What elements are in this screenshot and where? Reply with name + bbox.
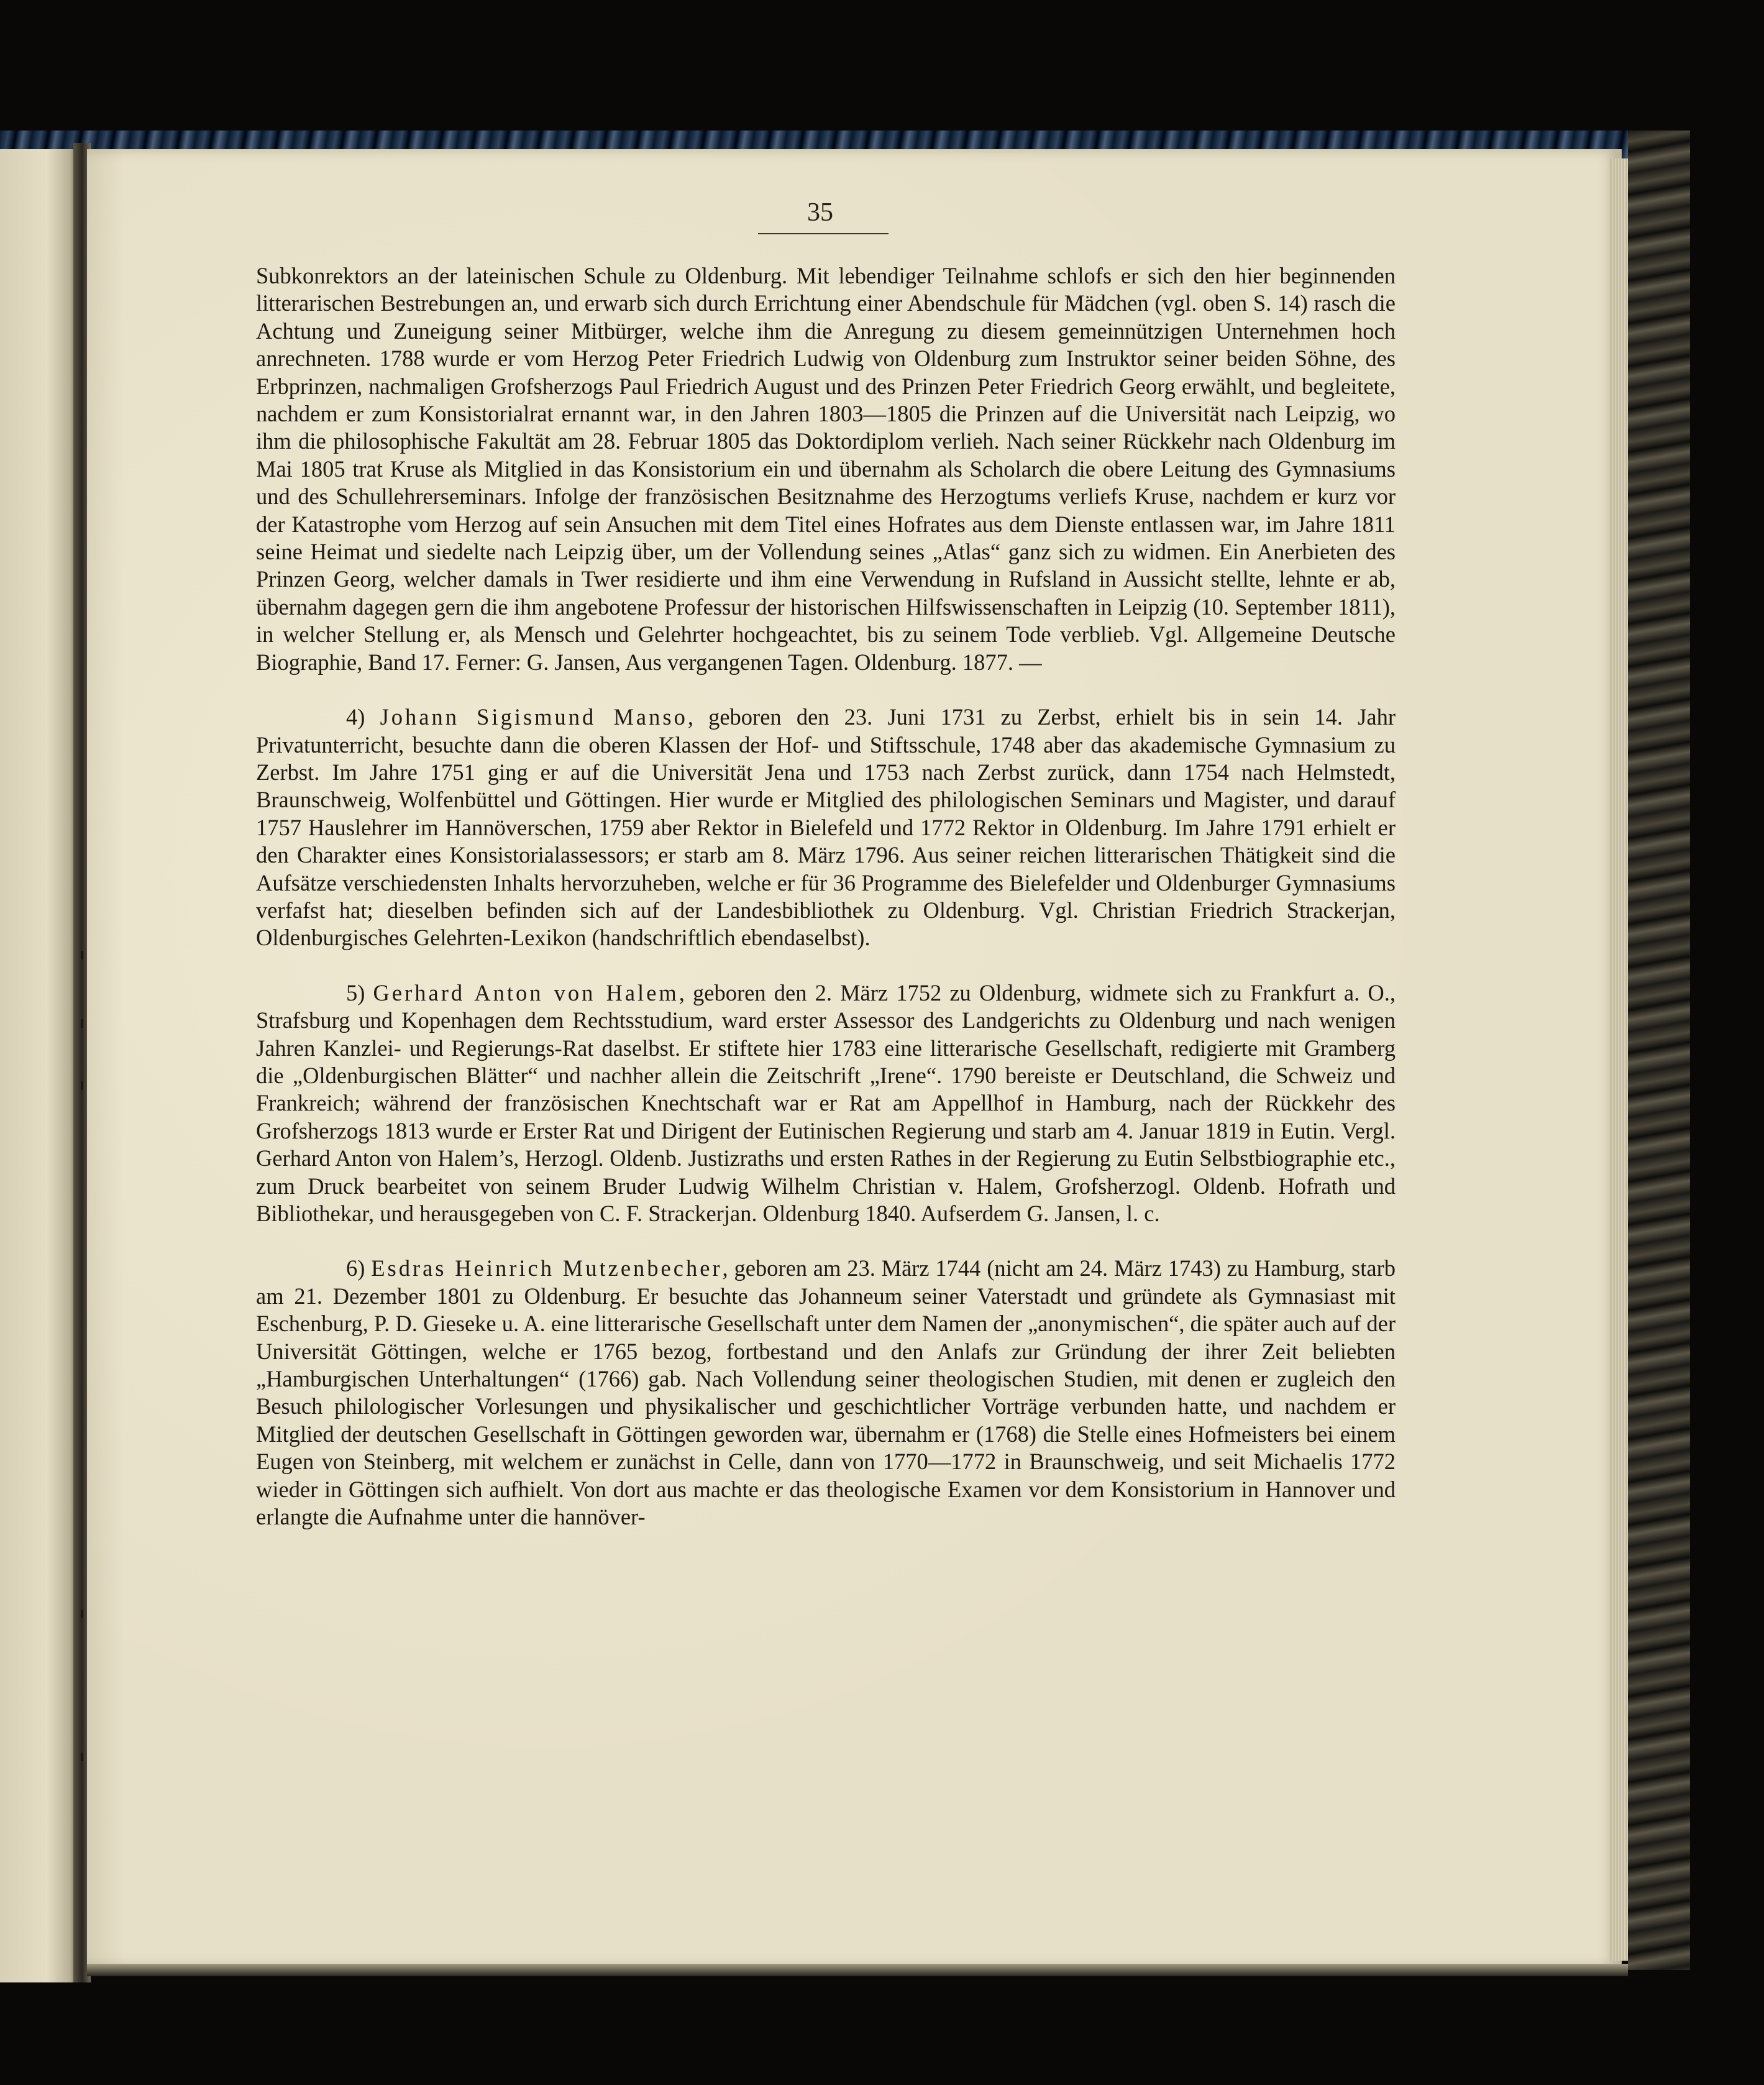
person-name: Johann Sigismund Manso (380, 704, 688, 730)
previous-page-edge (0, 149, 78, 1982)
page-stack-edges (1609, 158, 1628, 1961)
paragraph (256, 1255, 1396, 1531)
paragraph-text: , geboren den 2. März 1752 zu Oldenburg, widmete sich zu Frankfurt a. O., Strafsburg und Kopenhagen dem Rechtsstudium, ward erster Assessor des Landgerichts zu Oldenburg und nach wenigen Jahren Kanzlei- und Regierungs-Rat daselbst. Er stiftete hier 1783 eine litterarische Gesellschaft, redigierte mit Gramberg die „Oldenburgischen Blätter“ und nachher allein die Zeitschrift „Irene“. 1790 bereiste er Deutschland, die Schweiz und Frankreich; während der französischen Knechtschaft war er Rat am Appellhof in Hamburg, nach der Rückkehr des Grofsherzogs 1813 wurde er Erster Rat und Dirigent der Eutinischen Regierung und starb am 4. Januar 1819 in Eutin. Vergl. Gerhard Anton von Halem’s, Herzogl. Oldenb. Justizraths und ersten Rathes in der Regierung zu Eutin Selbstbiographie etc., zum Druck bearbeitet von seinem Bruder Ludwig Wilhelm Christian v. Halem, Grofsherzogl. Oldenb. Hofrath und Bibliothekar, und herausgegeben von C. F. Strackerjan. Oldenburg 1840. Aufserdem G. Jansen, l. c. (256, 979, 1396, 1226)
paragraph-text: , geboren am 23. März 1744 (nicht am 24. März 1743) zu Hamburg, starb am 21. Dezember 1801 zu Oldenburg. Er besuchte das Johanneum seiner Vaterstadt und gründete als Gymnasiast mit Eschenburg, P. D. Gieseke u. A. eine litterarische Gesellschaft unter dem Namen der „anonymischen“, die später auch auf der Universität Göttingen, welche er 1765 bezog, fortbestand und den Anlafs zur Gründung der ihrer Zeit beliebten „Hamburgischen Unterhaltungen“ (1766) gab. Nach Vollendung seiner theologischen Studien, mit denen er zugleich den Besuch philologischer Vorlesungen und physikalischer und geschichtlicher Vorträge verbunden hatte, und nachdem er Mitglied der deutschen Gesellschaft in Göttingen geworden war, übernahm er (1768) die Stelle eines Hofmeisters bei einem Eugen von Steinberg, mit welchem er zunächst in Celle, dann von 1770—1772 in Braunschweig, und seit Michaelis 1772 wieder in Göttingen sich aufhielt. Von dort aus machte er das theologische Examen vor dem Konsistorium in Hannover und erlangte die Aufnahme unter die hannöver- (256, 1255, 1396, 1530)
paragraph (256, 262, 1396, 676)
paragraph (256, 979, 1396, 1228)
paragraph-gap (256, 676, 1396, 703)
footnote-number: 5) (346, 979, 373, 1006)
page-bottom-shadow (87, 1964, 1628, 1976)
person-name: Gerhard Anton von Halem (373, 979, 679, 1006)
body-text (256, 262, 1396, 1531)
footnote-number: 6) (346, 1255, 372, 1281)
binding-mark (81, 951, 83, 960)
paragraph-gap (256, 952, 1396, 979)
page-number-rule (758, 233, 889, 234)
binding-mark (81, 1753, 83, 1761)
binding-mark (81, 1081, 83, 1090)
paragraph (256, 703, 1396, 952)
paragraph-gap (256, 1227, 1396, 1255)
binding-mark (81, 1610, 83, 1618)
paragraph-text: Subkonrektors an der lateinischen Schule zu Oldenburg. Mit lebendiger Teilnahme schlofs er sich den hier beginnenden litterarischen Bestrebungen an, und erwarb sich durch Errichtung einer Abendschule für Mädchen (vgl. oben S. 14) rasch die Achtung und Zuneigung seiner Mitbürger, welche ihm die Anregung zu diesem gemeinnützigen Unternehmen hoch anrechneten. 1788 wurde er vom Herzog Peter Friedrich Ludwig von Oldenburg zum Instruktor seiner beiden Söhne, des Erbprinzen, nachmaligen Grofsherzogs Paul Friedrich August und des Prinzen Peter Friedrich Georg erwählt, und begleitete, nachdem er zum Konsistorialrat ernannt war, in den Jahren 1803—1805 die Prinzen auf die Universität nach Leipzig, wo ihm die philosophische Fakultät am 28. Februar 1805 das Doktordiplom verlieh. Nach seiner Rückkehr nach Oldenburg im Mai 1805 trat Kruse als Mitglied in das Konsistorium ein und übernahm als Scholarch die obere Leitung des Gymnasiums und des Schullehrerseminars. Infolge der französischen Besitznahme des Herzogtums verliefs Kruse, nachdem er kurz vor der Katastrophe vom Herzog auf sein Ansuchen mit dem Titel eines Hofrates aus dem Dienste entlassen war, im Jahre 1811 seine Heimat und siedelte nach Leipzig über, um der Vollendung seines „Atlas“ ganz sich zu widmen. Ein Anerbieten des Prinzen Georg, welcher damals in Twer residierte und ihm eine Verwendung in Rufsland in Aussicht stellte, lehnte er ab, übernahm dagegen gern die ihm angebotene Professur der historischen Hilfswissenschaften in Leipzig (10. September 1811), in welcher Stellung er, als Mensch und Gelehrter hochgeachtet, bis zu seinem Tode verblieb. Vgl. Allgemeine Deutsche Biographie, Band 17. Ferner: G. Jansen, Aus vergangenen Tagen. Oldenburg. 1877. — (256, 263, 1396, 675)
binding-mark (81, 1019, 83, 1028)
footnote-number: 4) (346, 704, 380, 730)
page-number: 35 (807, 198, 833, 227)
marbled-cover-right (1628, 131, 1690, 1970)
person-name: Esdras Heinrich Mutzenbecher (371, 1255, 723, 1281)
paragraph-text: , geboren den 23. Juni 1731 zu Zerbst, erhielt bis in sein 14. Jahr Privatunterricht, besuchte dann die oberen Klassen der Hof- und Stiftsschule, 1748 aber das akademische Gymnasium zu Zerbst. Im Jahre 1751 ging er auf die Universität Jena und 1753 nach Zerbst zurück, dann 1754 nach Helmstedt, Braunschweig, Wolfenbüttel und Göttingen. Hier wurde er Mitglied des philologischen Seminars und Magister, und darauf 1757 Hauslehrer im Hannöverschen, 1759 aber Rektor in Bielefeld und 1772 Rektor in Oldenburg. Im Jahre 1791 erhielt er den Charakter eines Konsistorialassessors; er starb am 8. März 1796. Aus seiner reichen litterarischen Thätigkeit sind die Aufsätze verschiedensten Inhalts hervorzuheben, welche er für 36 Programme des Bielefelder und Oldenburger Gymnasiums verfafst hat; dieselben befinden sich auf der Landesbibliothek zu Oldenburg. Vgl. Christian Friedrich Strackerjan, Oldenburgisches Gelehrten-Lexikon (handschriftlich ebendaselbst). (256, 704, 1396, 951)
